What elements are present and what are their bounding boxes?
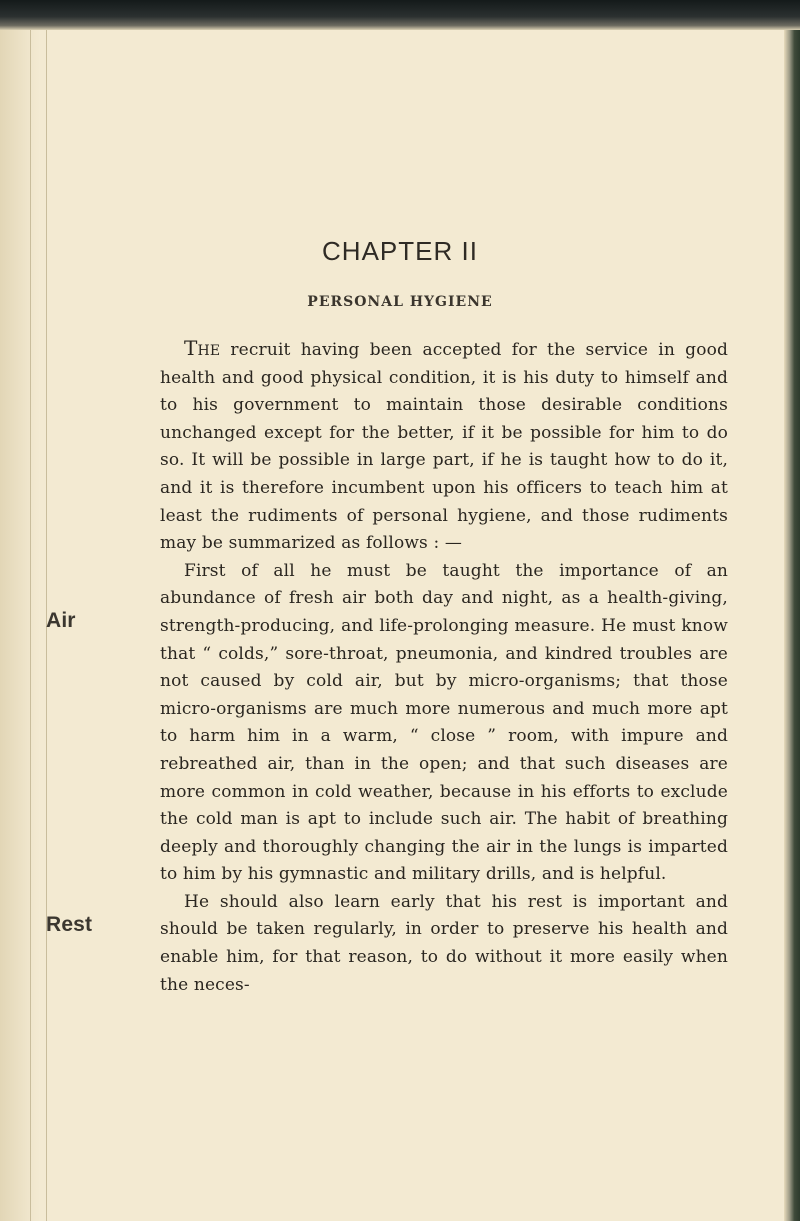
paragraph-2 [46,558,728,889]
chapter-title: CHAPTER II [322,236,478,266]
paragraph-3-text-b: and should be taken regularly, in order to preserve his health and enable him, for that reason, to do without it more easily when the neces- [160,891,728,995]
paragraph-2-text-b: health-giving, strength-producing, and life-prolonging measure. He must know that “ colds,” sore-throat, pneumonia, and kindred troubles are not caused by cold air, but by micro-organisms; that those micro-organisms are much more numerous and much more apt to harm him in a warm, “ close ” room, with impure and rebreathed air, than in the open; and that such diseases are more common in cold weather, because in his efforts to exclude the cold man is apt to include such air. The habit of breathing deeply and thoroughly changing the air in the lungs is imparted to him by his gymnastic and military drills, and is helpful. [160,588,728,885]
paragraph-1-text: recruit having been accepted for the service in good health and good physical condition, it is his duty to himself and to his government to maintain those desirable conditions unchanged except for the better, if it be possible for him to do so. It will be possible in large part, if he is taught how to do it, and it is therefore incumbent upon his officers to teach him at least the rudiments of personal hygiene, and those rudiments may be summarized as follows : — [160,340,728,554]
page-right-edge [784,30,800,1221]
paragraph-3-text-a: He should also learn early that his rest is important [184,891,685,912]
paragraph-1 [160,335,728,558]
paragraph-2-text-a: First of all he must be taught the importance of an abundance of fresh air both day and night, as a [160,560,728,609]
section-title: PERSONAL HYGIENE [307,294,493,310]
sidenote-rest-label: Rest [46,912,93,936]
body-text [46,335,728,999]
lead-word: The [184,336,221,360]
sidenote-air [0,585,88,667]
sidenote-rest [0,889,93,971]
paragraph-3 [46,889,728,999]
page-top-band [0,0,800,30]
sidenote-air-label: Air [46,609,76,633]
